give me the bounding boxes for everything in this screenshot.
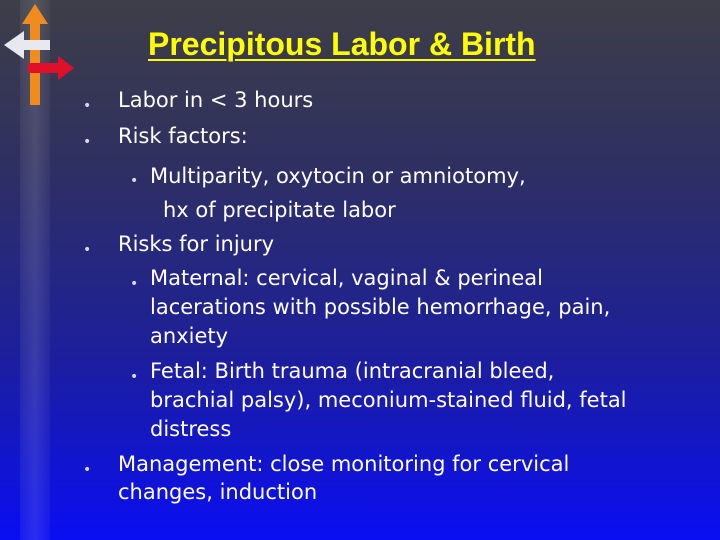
sub-bullet-maternal-cont1: lacerations with possible hemorrhage, pain,: [150, 295, 611, 319]
sub-bullet-multiparity-cont: hx of precipitate labor: [163, 198, 396, 222]
sub-bullet-maternal: Maternal: cervical, vaginal & perineal: [150, 266, 543, 290]
slide-title: Precipitous Labor & Birth: [148, 26, 536, 62]
sub-bullet-dot: •: [130, 276, 139, 292]
bullet-dot: •: [83, 462, 92, 478]
sub-bullet-dot: •: [130, 369, 139, 385]
sub-bullet-multiparity: Multiparity, oxytocin or amniotomy,: [150, 164, 526, 188]
bullet-risk-factors: Risk factors:: [118, 124, 248, 148]
bullet-labor-duration: Labor in < 3 hours: [118, 88, 314, 112]
bullet-dot: •: [83, 98, 92, 114]
bullet-risks-injury: Risks for injury: [118, 232, 275, 256]
compass-arrows-icon: [0, 0, 80, 115]
sub-bullet-fetal-cont1: brachial palsy), meconium-stained fluid, fetal: [150, 388, 627, 412]
bullet-dot: •: [83, 134, 92, 150]
sub-bullet-fetal: Fetal: Birth trauma (intracranial bleed,: [150, 359, 555, 383]
sub-bullet-dot: •: [130, 173, 139, 189]
sub-bullet-fetal-cont2: distress: [150, 417, 232, 441]
sub-bullet-maternal-cont2: anxiety: [150, 324, 229, 348]
bullet-management-cont: changes, induction: [118, 480, 318, 504]
bullet-management: Management: close monitoring for cervical: [118, 452, 570, 476]
bullet-dot: •: [83, 242, 92, 258]
